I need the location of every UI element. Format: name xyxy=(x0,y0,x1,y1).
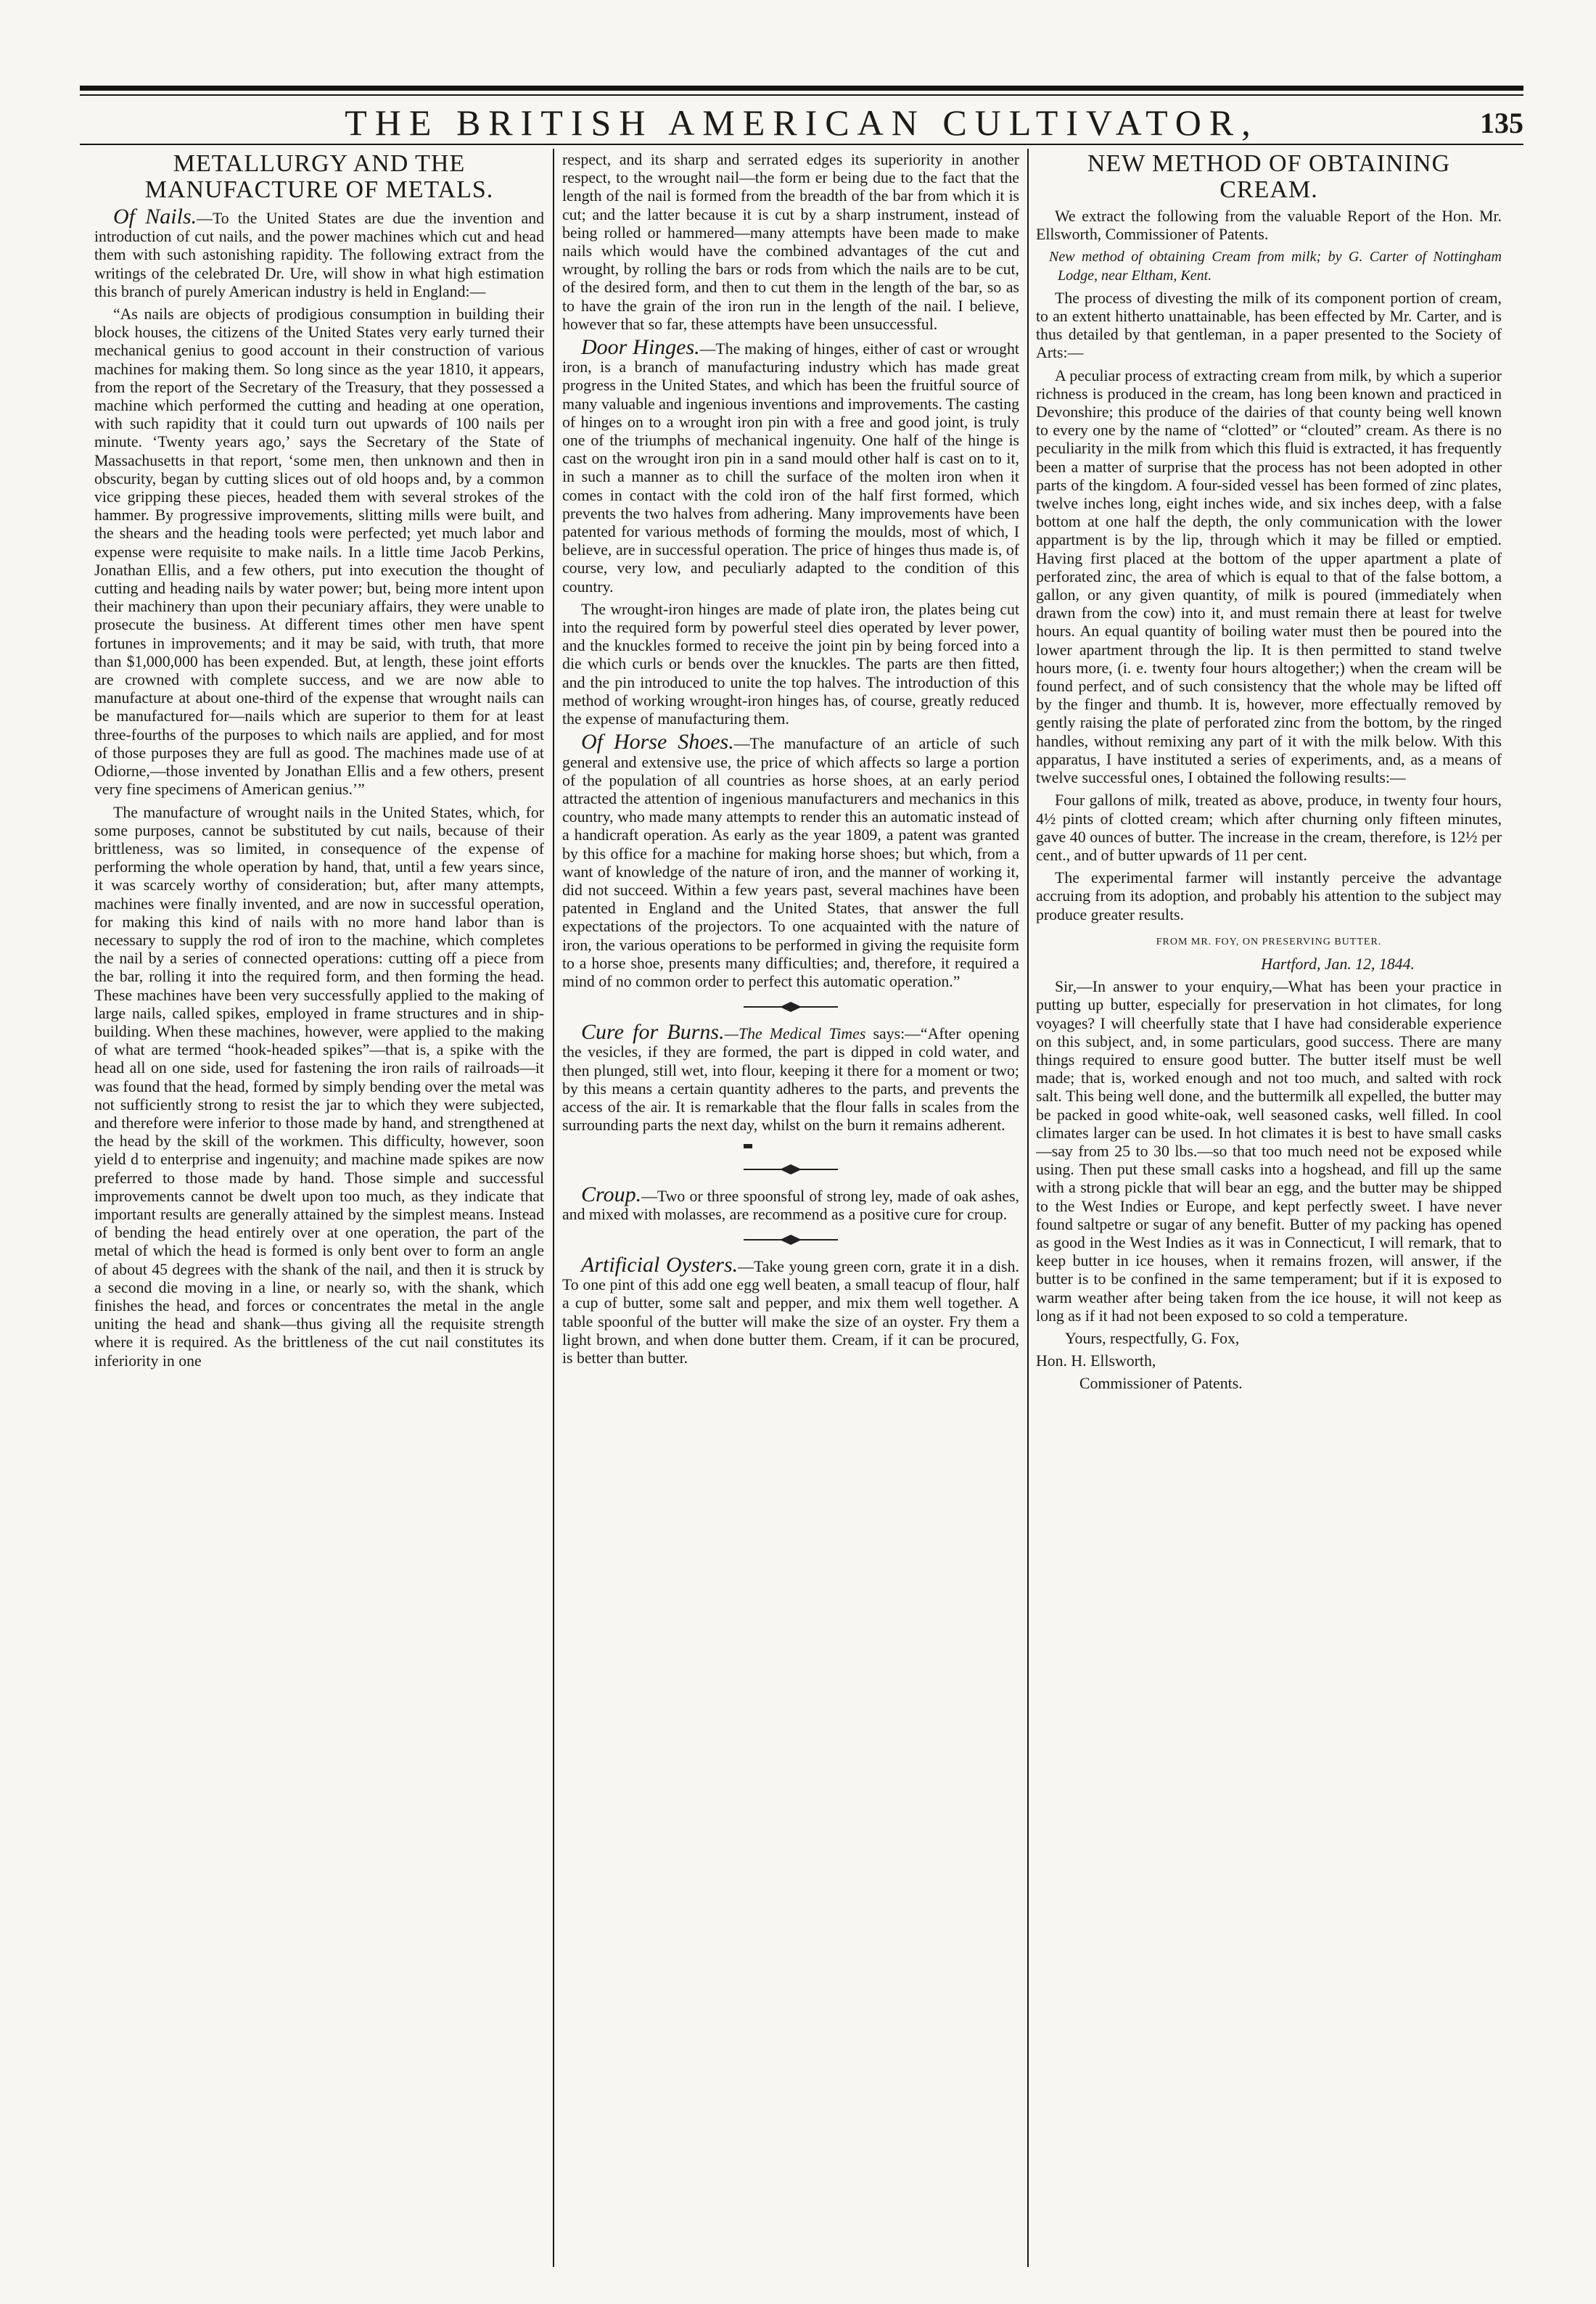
header-rule-under xyxy=(80,144,1523,145)
paragraph: Sir,—In answer to your enquiry,—What has been your practice in putting up butter, especially for preservation in hot climates, for long voyages? I will cheerfully state that I have had considerable experience on this subject, and, in some particulars, good success. There are many things required to ensure good butter. The butter itself must be well made; that is, worked enough and not too much, and salted with rock salt. This being well done, and the buttermilk all expelled, the butter may be packed in good white-oak, well seasoned casks, well filled. In cool climates larger can be used. In hot climates it is best to have small casks—say from 25 to 30 lbs.—so that too much need not be exposed while using. Then put these small casks into a hogshead, and fill up the same with a strong pickle that will bear an egg, and the butter may be shipped to the West Indies or Europe, and kept perfectly sweet. I have never found saltpetre or sugar of any benefit. Butter of my packing has opened as good in the West Indies as it was in Connecticut, I will remark, that to keep butter in ice houses, when it remains frozen, will answer, if the butter is to be confined in the same temperament; but if it is exposed to warm weather after being taken from the ice house, it will not keep as long as if it had not been exposed to so cold a temperature. xyxy=(1036,978,1502,1325)
article-heading-cream: NEW METHOD OF OBTAINING CREAM. xyxy=(1087,151,1451,203)
source-text: —The Medical Times xyxy=(724,1025,866,1043)
column-left xyxy=(94,151,544,2255)
ornamental-divider xyxy=(744,1001,838,1013)
section-label-horse-shoes: Of Horse Shoes. xyxy=(581,730,734,754)
paragraph xyxy=(562,335,1019,596)
section-label-nails: Of Nails. xyxy=(113,205,197,229)
section-label-croup: Croup. xyxy=(581,1182,642,1206)
paragraph-text: —Two or three spoonsful of strong ley, made of oak ashes, and mixed with molasses, are recommend as a positive cure for croup. xyxy=(562,1187,1019,1223)
paragraph xyxy=(562,730,1019,991)
ornamental-divider xyxy=(744,1164,838,1175)
paragraph-text: —To the United States are due the invention and introduction of cut nails, and the power machines which cut and head them with such astonishing rapidity. The following extract from the writings of the celebrated Dr. Ure, will show in what high estimation this branch of purely American industry is held in England:— xyxy=(94,210,544,300)
stray-mark xyxy=(744,1144,752,1148)
paragraph: The manufacture of wrought nails in the United States, which, for some purposes, cannot be substituted by cut nails, because of their brittleness, was so limited, in consequence of the expense of performing the whole operation by hand, that, until a few years since, it was scarcely worthy of consideration; but, after many attempts, machines were finally invented, and are now in successful operation, for making this kind of nails with no more hand labor than is necessary to supply the rod of iron to the machine, which completes the nail by a series of connected operations: cutting off a piece from the bar, rolling it into the required form, and then forming the head. These machines have been very successfully applied to the making of large nails, called spikes, employed in frame structures and in ship-building. When these machines, however, were applied to the making of what are termed “hook-headed spikes”—that is, a spike with the head all on one side, used for fastening the iron rails of railroads—it was found that the head, formed by simply bending over the metal was not sufficiently strong to resist the jar to which they were subjected, and therefore were inferior to those made by hand, and strengthened at the head by the skill of the workmen. This difficulty, however, soon yield d to enterprise and ingenuity; and machine made spikes are now preferred to those made by hand. Those simple and successful improvements cannot be dwelt upon too much, as they indicate that important results are generally attained by the simplest means. Instead of bending the head entirely over at one operation, the part of the metal of which the head is formed is only bent over to form an angle of about 45 degrees with the shank of the nail, and then it is struck by a second die moving in a line, or nearly so, with the shank, which finishes the head, and forces or concentrates the metal in the angle uniting the head and shank—thus giving all the requisite strength where it is required. As the brittleness of the cut nail constitutes its inferiority in one xyxy=(94,803,544,1370)
paragraph: The process of divesting the milk of its component portion of cream, to an extent hitherto unattainable, has been effected by Mr. Carter, and is thus detailed by that gentleman, in a paper presented to the Society of Arts:— xyxy=(1036,289,1502,362)
paragraph-text: —The making of hinges, either of cast or wrought iron, is a branch of manufacturing industry which has made great progress in the United States, and which has been the fruitful source of many valuable and ingenious inventions and improvements. The casting of hinges on to a wrought iron pin with a free and good joint, is truly one of the triumphs of mechanical ingenuity. One half of the hinge is cast on the wrought iron pin in a sand mould other half is cast on to it, in such a manner as to chill the surface of the molten iron when it comes in contact with the cold iron of the half first formed, which prevents the two halves from adhering. Many improvements have been patented for various methods of forming the moulds, most of which, I believe, are in successful operation. The price of hinges thus made is, of course, very low, and peculiarly adapted to the condition of this country. xyxy=(562,340,1019,596)
letter-heading: FROM MR. FOY, ON PRESERVING BUTTER. xyxy=(1156,936,1382,947)
paragraph: Four gallons of milk, treated as above, produce, in twenty four hours, 4½ pints of clotted cream; which after churning only fifteen minutes, gave 40 ounces of butter. The increase in the cream, therefore, is 12½ per cent., and of butter upwards of 11 per cent. xyxy=(1036,791,1502,864)
header-rule-thin xyxy=(80,94,1523,96)
paragraph: We extract the following from the valuable Report of the Hon. Mr. Ellsworth, Commissioner of Patents. xyxy=(1036,207,1502,244)
article-heading-metallurgy: METALLURGY AND THE MANUFACTURE OF METALS. xyxy=(144,151,494,203)
section-label-oysters: Artificial Oysters. xyxy=(581,1252,739,1277)
header-rule-thick xyxy=(80,86,1523,91)
paragraph xyxy=(562,1252,1019,1367)
column-divider xyxy=(1027,149,1029,2267)
column-right xyxy=(1036,151,1502,2255)
signoff: Yours, respectfully, G. Fox, xyxy=(1065,1329,1240,1347)
running-title: THE BRITISH AMERICAN CULTIVATOR, xyxy=(345,102,1259,143)
paragraph xyxy=(562,1020,1019,1135)
section-label-burns: Cure for Burns. xyxy=(581,1020,725,1045)
addressee-title: Commissioner of Patents. xyxy=(1079,1375,1243,1393)
paragraph-text: —The manufacture of an article of such general and extensive use, the price of which affects so large a portion of the population of all countries as horse shoes, at an early period attracted the attention of ingenious manufacturers and mechanics in this country, who made many attempts to render this an automatic instead of a handicraft operation. As early as the year 1809, a patent was granted by this office for a machine for making horse shoes; but which, from a want of knowledge of the nature of iron, and the manner of working it, did not succeed. Within a few years past, several machines have been patented in England and the United States, that answer the full expectations of the projectors. To one acquainted with the nature of iron, the various operations to be performed in giving the requisite form to a horse shoe, presents many difficulties; and, therefore, it required a mind of no common order to perfect this automatic operation.” xyxy=(562,735,1019,990)
paragraph: The experimental farmer will instantly perceive the advantage accruing from its adoption, and probably his attention to the subject may produce greater results. xyxy=(1036,869,1502,923)
paragraph: A peculiar process of extracting cream from milk, by which a superior richness is produced in the cream, has long been known and practiced in Devonshire; this produce of the dairies of that county being well known to every one by the name of “clotted” or “clouted” cream. As there is no peculiarity in the milk from which this fluid is extracted, it has frequently been a matter of surprise that the process has not been adopted in other parts of the kingdom. A four-sided vessel has been formed of zinc plates, twelve inches long, eight inches wide, and six inches deep, with a false bottom at one half the depth, the only communication with the lower appartment is by the lip, through which it may be filled or emptied. Having first placed at the bottom of the upper apartment a plate of perforated zinc, the area of which is equal to that of the false bottom, a gallon, or any given quantity, of milk is poured (immediately when drawn from the cow) into it, and must remain there at least for twelve hours. An equal quantity of boiling water must then be poured into the lower apartment through the lip. It is then permitted to stand twelve hours more, (i. e. twenty four hours altogether;) when the cream will be found perfect, and of such consistency that the whole may be lifted off by the finger and thumb. It is, however, more effectually removed by gently raising the plate of perforated zinc from the bottom, by the ringed handles, without remixing any part of it with the milk below. With this apparatus, I have instituted a series of experiments, and, as a means of twelve successful ones, I obtained the following results:— xyxy=(1036,366,1502,787)
report-note: New method of obtaining Cream from milk; by G. Carter of Nottingham Lodge, near Eltham, Kent. xyxy=(1049,249,1502,284)
column-middle xyxy=(562,151,1019,2255)
section-label-hinges: Door Hinges. xyxy=(581,335,700,360)
addressee: Hon. H. Ellsworth, xyxy=(1036,1352,1156,1370)
paragraph: respect, and its sharp and serrated edges its superiority in another respect, to the wrought nail—the form er being due to the fact that the length of the nail is formed from the breadth of the bar from which it is cut; and the latter because it is cut by a sharp instrument, instead of being rolled or hammered—many attempts have been made to make nails which would have the combined advantages of the cut and wrought, by rolling the bars or rods from which the nails are to be cut, of the desired form, and then to cut them in the length of the bar, so as to have the grain of the iron run in the length of the nail. I believe, however that so far, these attempts have been unsuccessful. xyxy=(562,151,1019,333)
letter-date: Hartford, Jan. 12, 1844. xyxy=(1261,955,1415,973)
paragraph: “As nails are objects of prodigious consumption in building their block houses, the citizens of the United States very early turned their mechanical genius to good account in their construction of various machines for making them. So long since as the year 1810, it appears, from the report of the Secretary of the Treasury, that they possessed a machine which performed the cutting and heading at one operation, with such rapidity that it could turn out upwards of 100 nails per minute. ‘Twenty years ago,’ says the Secretary of the State of Massachusetts in that report, ‘some men, then unknown and then in obscurity, began by cutting slices out of old hoops and, by a common vice gripping these pieces, headed them with several strokes of the hammer. By progressive improvements, slitting mills were built, and the shears and the heading tools were perfected; yet much labor and expense were requisite to make nails. In a little time Jacob Perkins, Jonathan Ellis, and a few others, put into execution the thought of cutting and heading nails by water power; but, being more intent upon their machinery than upon their pecuniary affairs, they were unable to prosecute the business. At different times other men have spent fortunes in improvements; and it may be said, with truth, that more than $1,000,000 has been expended. But, at length, these joint efforts are crowned with complete success, and we are now able to manufacture at about one-third of the expense that wrought nails can be manufactured for—nails which are superior to them for at least three-fourths of the purposes to which nails are applied, and for most of those purposes they are full as good. The machines made use of at Odiorne,—those invented by Jonathan Ellis and a few others, present very fine specimens of American genius.’” xyxy=(94,305,544,799)
paragraph-text: —Take young green corn, grate it in a dish. To one pint of this add one egg well beaten, a small teacup of flour, half a cup of butter, some salt and pepper, and mix them well together. A table spoonful of the butter will make the size of an oyster. Fry them a light brown, and when done butter them. Cream, if it can be procured, is better than butter. xyxy=(562,1257,1019,1367)
paragraph xyxy=(562,1182,1019,1224)
column-divider xyxy=(553,149,554,2267)
paragraph-text: says:—“After opening the vesicles, if they are formed, the part is dipped in cold water, and then plunged, still wet, into flour, keeping it there for a moment or two; by this means a certain quantity adheres to the parts, and prevents the access of the air. It is remarkable that the flour falls in scales from the surrounding parts the next day, whilst on the burn it remains adherent. xyxy=(562,1025,1019,1135)
paragraph: The wrought-iron hinges are made of plate iron, the plates being cut into the required form by powerful steel dies operated by lever power, and the knuckles formed to receive the joint pin by being forced into a die which curls or bends over the knuckles. The parts are then fitted, and the pin introduced to unite the top halves. The introduction of this method of working wrought-iron hinges has, of course, greatly reduced the expense of manufacturing them. xyxy=(562,600,1019,728)
page-number: 135 xyxy=(1480,107,1523,139)
ornamental-divider xyxy=(744,1234,838,1246)
paragraph xyxy=(94,207,544,301)
